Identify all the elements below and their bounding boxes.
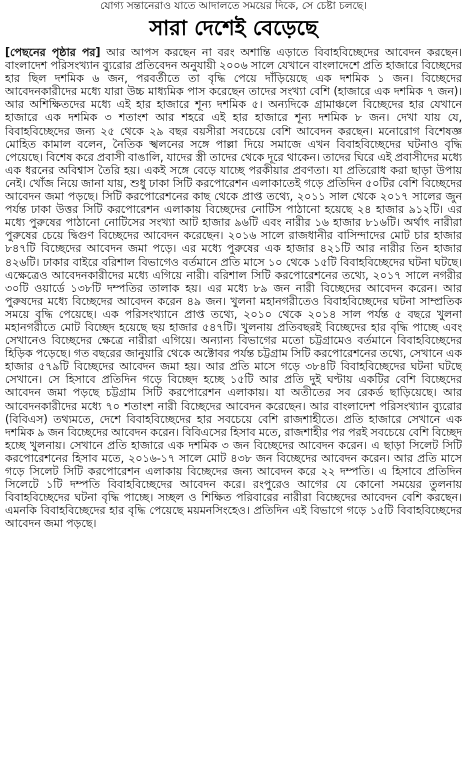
continuation-label: [পেছনের পৃষ্ঠার পর] [5,46,101,59]
article-text: আর আপস করছেন না বরং অশান্তি এড়াতে বিবাহবিচ্ছেদের আবেদন করছেন। বাংলাদেশ পরিসংখ্যান ব্যুরোর প্রতিবেদন অনুযায়ী ২০০৬ সালে যেখানে বাংলাদেশে প্রতি হাজারে বিচ্ছেদের হার ছিল দশমিক ৬ জন, পরবর্তীতে তা বৃদ্ধি পেয়ে দাঁড়িয়েছে এক দশমিক ১ জন। বিচ্ছেদের আবেদনকারীদের মধ্যে যারা উচ্চ মাধ্যমিক পাস করেছেন তাদের সংখ্যা বেশি (হাজারে এক দশমিক ৭ জন)। আর অশিক্ষিতদের মধ্যে এই হার হাজারে শূন্য দশমিক ৫। অন্যদিকে গ্রামাঞ্চলে বিচ্ছেদের হার যেখানে হাজারে এক দশমিক ৩ শতাংশ আর শহরে এই হার হাজারে শূন্য দশমিক ৮ জন। দেখা যায় যে, বিবাহবিচ্ছেদের জন্য ২৫ থেকে ২৯ বছর বয়সীরা সবচেয়ে বেশি আবেদন করছেন। মনোরোগ বিশেষজ্ঞ মোহিত কামাল বলেন, নৈতিক স্খলনের সঙ্গে পাল্লা দিয়ে সমাজে এখন বিবাহবিচ্ছেদের ঘটনাও বৃদ্ধি পেয়েছে। বিশেষ করে প্রবাসী বাঙালি, যাদের স্ত্রী তাদের থেকে দূরে থাকেন। তাদের ঘিরে এই প্রবাসীদের মধ্যে এক ধরনের অবিশ্বাস তৈরি হয়। একই সঙ্গে বেড়ে যাচ্ছে পরকীয়ার প্রবণতা। যা প্রতিরোধ করা ছাড়া উপায় নেই। খোঁজ নিয়ে জানা যায়, শুধু ঢাকা সিটি করপোরেশন এলাকাতেই গড়ে প্রতিদিন ৫০টির বেশি বিচ্ছেদের আবেদন জমা পড়ছে। সিটি করপোরেশনের কাছ থেকে প্রাপ্ত তথ্যে, ২০১১ সাল থেকে ২০১৭ সালের জুন পর্যন্ত ঢাকা উত্তর সিটি করপোরেশন এলাকায় বিচ্ছেদের নোটিস পাঠানো হয়েছে ২৪ হাজার ৯১২টি। এর মধ্যে পুরুষের পাঠানো নোটিসের সংখ্যা আট হাজার ৯৬টি এবং নারীর ১৬ হাজার ৮১৬টি। অর্থাৎ নারীরা পুরুষের চেয়ে দ্বিগুণ বিচ্ছেদের আবেদন করেছেন। ২০১৬ সালে রাজধানীর বাসিন্দাদের মোট চার হাজার ৮৪৭টি বিচ্ছেদের আবেদন জমা পড়ে। এর মধ্যে পুরুষের এক হাজার ৪২১টি আর নারীর তিন হাজার ৪২৬টি। ঢাকার বাইরে বরিশাল বিভাগেও বর্তমানে প্রতি মাসে ১০ থেকে ১৫টি বিবাহবিচ্ছেদের ঘটনা ঘটছে। এক্ষেত্রেও আবেদনকারীদের মধ্যে এগিয়ে নারী। বরিশাল সিটি করপোরেশনের তথ্যে, ২০১৭ সালে নগরীর ৩০টি ওয়ার্ডে ১৩৮টি দম্পতির তালাক হয়। এর মধ্যে ৮৯ জন নারী বিচ্ছেদের আবেদন করেন। আর পুরুষদের মধ্যে বিচ্ছেদের আবেদন করেন ৪৯ জন। খুলনা মহানগরীতেও বিবাহবিচ্ছেদের ঘটনা সাম্প্রতিক সময়ে বৃদ্ধি পেয়েছে। এক পরিসংখ্যানে প্রাপ্ত তথ্যে, ২০১০ থেকে ২০১৪ সাল পর্যন্ত ৫ বছরে খুলনা মহানগরীতে মোট বিচ্ছেদ হয়েছে ছয় হাজার ৫৪৭টি। খুলনায় প্রতিবছরই বিচ্ছেদের হার বৃদ্ধি পাচ্ছে এবং সেখানেও বিচ্ছেদের ক্ষেত্রে নারীরা এগিয়ে। অন্যান্য বিভাগের মতো চট্টগ্রামেও বর্তমানে বিবাহবিচ্ছেদের হিড়িক পড়েছে। গত বছরের জানুয়ারি থেকে অক্টোবর পর্যন্ত চট্টগ্রাম সিটি করপোরেশনের তথ্যে, সেখানে এক হাজার ৫৭৯টি বিচ্ছেদের আবেদন জমা হয়। আর প্রতি মাসে গড়ে ৩৮৪টি বিবাহবিচ্ছেদের ঘটনা ঘটছে সেখানে। সে হিসাবে প্রতিদিন গড়ে বিচ্ছেদ হচ্ছে ১৫টি আর প্রতি দুই ঘণ্টায় একটির বেশি বিচ্ছেদের আবেদন জমা পড়ছে চট্টগ্রাম সিটি করপোরেশন এলাকায়। যা অতীতের সব রেকর্ড ছাড়িয়েছে। আর আবেদনকারীদের মধ্যে ৭০ শতাংশ নারী বিচ্ছেদের আবেদন করেছেন। আর বাংলাদেশ পরিসংখ্যান ব্যুরোর (বিবিএস) তথ্যমতে, দেশে বিবাহবিচ্ছেদের হার সবচেয়ে বেশি রাজশাহীতে। প্রতি হাজারে সেখানে এক দশমিক ৯ জন বিচ্ছেদের আবেদন করেন। বিবিএসের হিসাব মতে, রাজশাহীর পর পরই সবচেয়ে বেশি বিচ্ছেদ হচ্ছে খুলনায়। সেখানে প্রতি হাজারে এক দশমিক ৩ জন বিচ্ছেদের আবেদন করেন। এ ছাড়া সিলেট সিটি করপোরেশনের হিসাব মতে, ২০১৬-১৭ সালে মোট ৪৩৮ জন বিচ্ছেদের আবেদন করেন। আর প্রতি মাসে গড়ে সিলেট সিটি করপোরেশন এলাকায় বিচ্ছেদের জন্য আবেদন করে ২২ দম্পতি। এ হিসাবে প্রতিদিন সিলেটে ১টি দম্পতি বিবাহবিচ্ছেদের আবেদন করে। রংপুরেও আগের যে কোনো সময়ের তুলনায় বিবাহবিচ্ছেদের ঘটনা বৃদ্ধি পাচ্ছে। সচ্ছল ও শিক্ষিত পরিবারের নারীরা বিচ্ছেদের আবেদন বেশি করছেন। এমনকি বিবাহবিচ্ছেদের হার বৃদ্ধি পেয়েছে ময়মনসিংহেও। প্রতিদিন এই বিভাগে গড়ে ১৫টি বিবাহবিচ্ছেদের আবেদন জমা পড়ছে। [5,46,462,531]
previous-article-fragment: যোগ্য সন্তানেরাও যাতে আদালতে সময়ের দিকে, সে চেষ্টা চলছে। [100,0,367,12]
article-headline: সারা দেশেই বেড়েছে [149,15,318,40]
article-body [5,46,462,781]
